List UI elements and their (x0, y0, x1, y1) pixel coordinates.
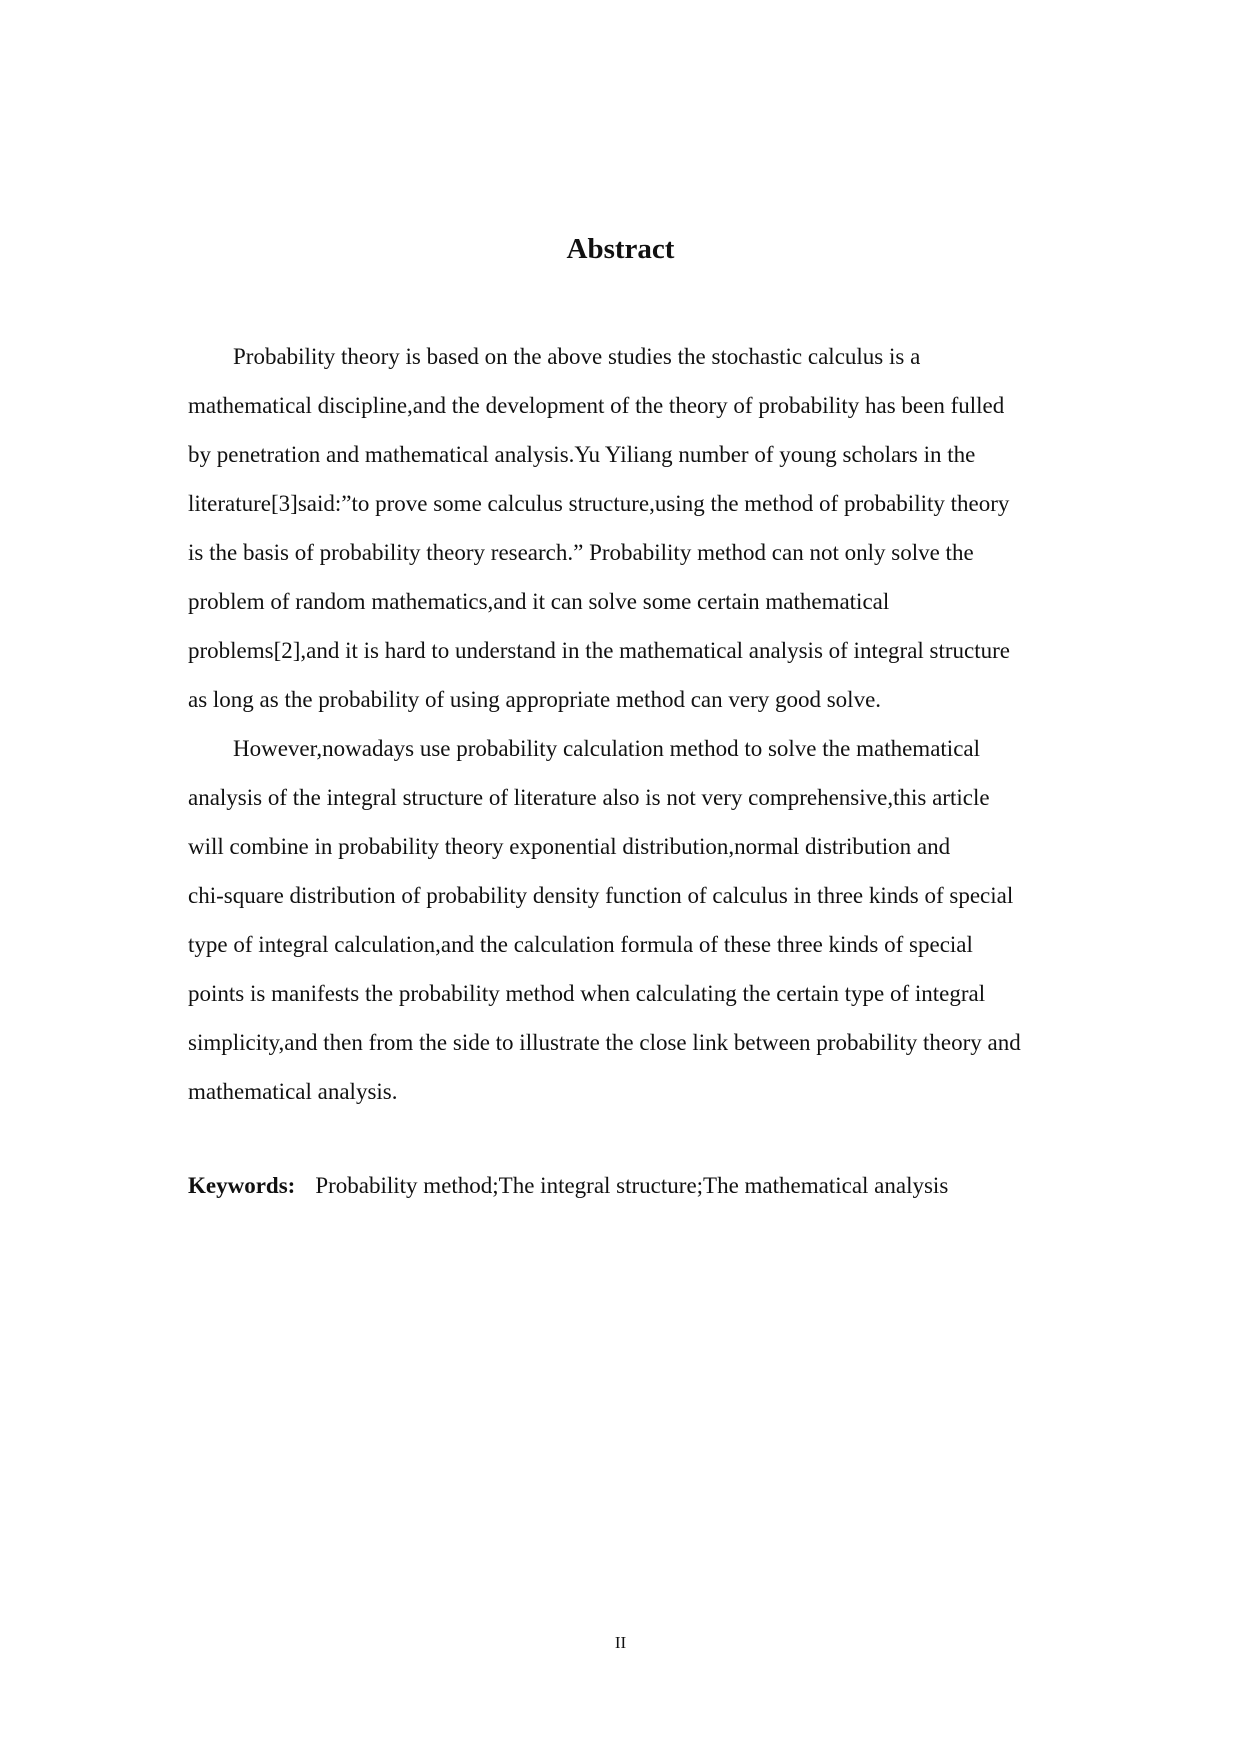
paragraph-1-line-6: problem of random mathematics,and it can solve some certain mathematical (188, 589, 890, 614)
paragraph-2-line-3: will combine in probability theory exponential distribution,normal distribution and (188, 834, 951, 859)
paragraph-1-line-8: as long as the probability of using appropriate method can very good solve. (188, 687, 882, 712)
paragraph-1-line-4: literature[3]said:”to prove some calculus structure,using the method of probability theory (188, 491, 1010, 516)
paragraph-1-line-2: mathematical discipline,and the development of the theory of probability has been fulled (188, 393, 1005, 418)
paragraph-1-line-3: by penetration and mathematical analysis.Yu Yiliang number of young scholars in the (188, 442, 976, 467)
paragraph-2-line-5: type of integral calculation,and the calculation formula of these three kinds of special (188, 932, 973, 957)
page-title: Abstract (566, 233, 675, 265)
paragraph-2-line-6: points is manifests the probability method when calculating the certain type of integral (188, 981, 986, 1006)
paragraph-1-line-7: problems[2],and it is hard to understand in the mathematical analysis of integral structure (188, 638, 1011, 663)
paragraph-2-line-1: However,nowadays use probability calculation method to solve the mathematical (233, 736, 980, 761)
paragraph-2-line-7: simplicity,and then from the side to illustrate the close link between probability theory and (188, 1030, 1021, 1055)
paragraph-2-line-2: analysis of the integral structure of literature also is not very comprehensive,this article (188, 785, 990, 810)
page-number: II (614, 1633, 627, 1652)
abstract-body (188, 332, 1068, 1116)
keywords-label: Keywords: (188, 1173, 296, 1198)
keywords-line (188, 1166, 948, 1206)
paragraph-2-line-4: chi-square distribution of probability density function of calculus in three kinds of special (188, 883, 1014, 908)
paragraph-1-line-5: is the basis of probability theory research.” Probability method can not only solve the (188, 540, 974, 565)
paragraph-1-line-1: Probability theory is based on the above studies the stochastic calculus is a (233, 344, 921, 369)
paragraph-2-line-8: mathematical analysis. (188, 1079, 398, 1104)
keywords-text: Probability method;The integral structure;The mathematical analysis (315, 1173, 949, 1198)
